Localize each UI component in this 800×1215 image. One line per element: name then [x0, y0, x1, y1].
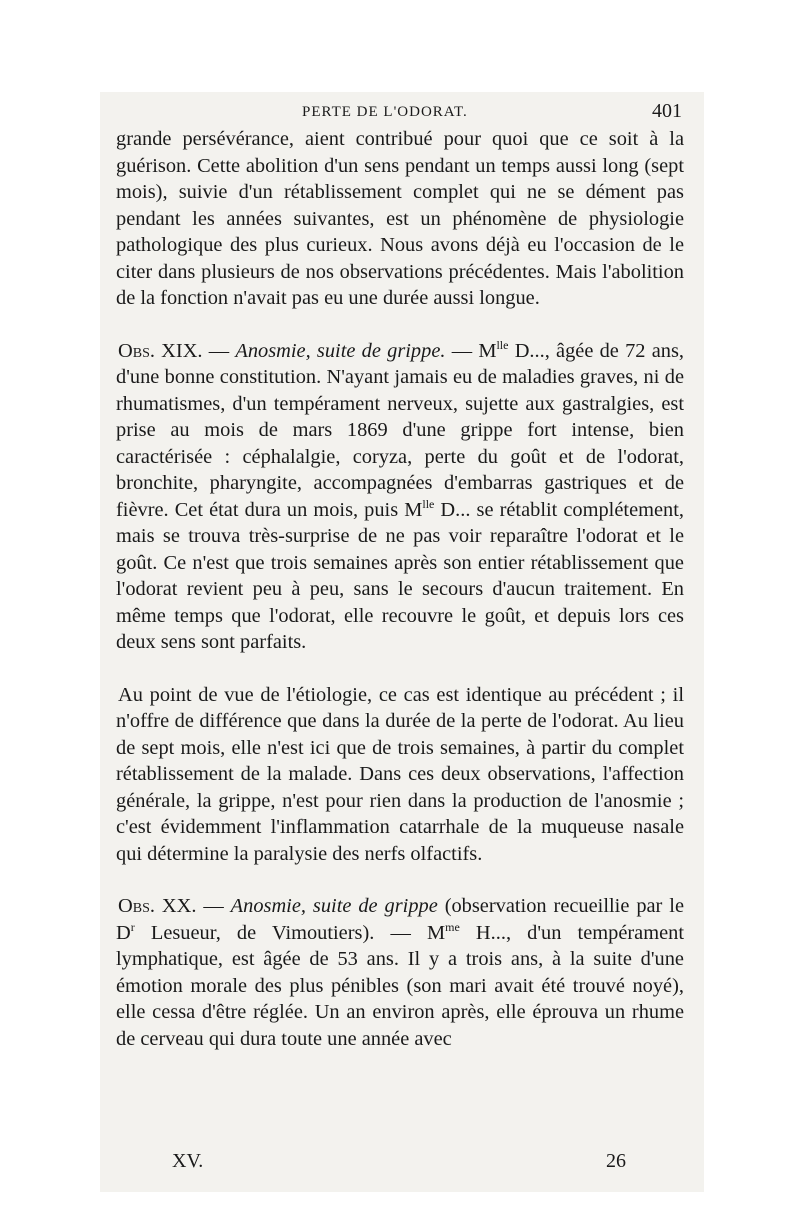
obs-19-label: Obs. XIX.	[118, 339, 203, 362]
obs-20-dash: —	[196, 895, 231, 917]
obs-19-sup: lle	[422, 496, 435, 511]
obs-19-dash: —	[202, 339, 236, 362]
obs-20-text: (observation recueillie par le D	[116, 895, 684, 944]
body-text	[116, 126, 684, 1052]
obs-19-text: D..., âgée de 72 ans, d'une bonne constitution. N'ayant jamais eu de maladies graves, ni de rhumatismes, d'un tempérament nerveux, sujette aux gastralgies, est prise au mois de mars 1869 d'une grippe fort intense, bien caractérisée : céphalalgie, coryza, perte du goût et de l'odorat, bronchite, pharyngite, accompagnées d'embarras gastriques et de fièvre. Cet état dura un mois, puis M	[116, 339, 684, 521]
obs-20-text: H..., d'un tempérament lymphatique, est âgée de 53 ans. Il y a trois ans, à la suite d'une émotion morale des plus pénibles (son mari avait été trouvé noyé), elle cessa d'être réglée. Un an environ après, elle éprouva un rhume de cerveau qui dura toute une année avec	[116, 921, 684, 1050]
obs-20-text: Lesueur, de Vimoutiers). — M	[134, 921, 446, 944]
obs-20-sup: r	[130, 919, 135, 934]
page-footer	[172, 1150, 626, 1180]
sheet-number: 26	[606, 1150, 626, 1172]
obs-20-title: Anosmie, suite de grippe	[230, 895, 438, 917]
page-number: 401	[652, 100, 682, 122]
paragraph-etiology: Au point de vue de l'étiologie, ce cas est identique au précédent ; il n'offre de différence que dans la durée de la perte de l'odorat. Au lieu de sept mois, elle n'est ici que de trois semaines, à partir du complet rétablissement de la malade. Dans ces deux observations, l'affection générale, la grippe, n'est pour rien dans la production de l'anosmie ; c'est évidemment l'inflammation catarrhale de la muqueuse nasale qui détermine la paralysie des nerfs olfactifs.	[116, 683, 684, 865]
observation-19	[116, 338, 684, 656]
paragraph-continuation: grande persévérance, aient contribué pour quoi que ce soit à la guérison. Cette abolition d'un sens pendant un temps aussi long (sept mois), suivie d'un rétablissement complet qui ne se dément pas pendant les années suivantes, est un phénomène de physiologie pathologique des plus curieux. Nous avons déjà eu l'occasion de le citer dans plusieurs de nos observations précédentes. Mais l'abolition de la fonction n'avait pas eu une durée aussi longue.	[116, 128, 684, 309]
obs-19-text: M	[478, 339, 497, 362]
running-title: PERTE DE L'ODORAT.	[302, 104, 468, 120]
obs-19-sup: lle	[496, 337, 509, 352]
observation-20	[116, 893, 684, 1052]
obs-19-title: Anosmie, suite de grippe.	[235, 339, 446, 362]
obs-19-text: D... se rétablit complétement, mais se trouva très-surprise de ne pas voir reparaître l'odorat et le goût. Ce n'est que trois semaines après son entier rétablissement que l'odorat revient peu à peu, sans le secours d'aucun traitement. En même temps que l'odorat, elle recouvre le goût, et depuis lors ces deux sens sont parfaits.	[116, 498, 684, 653]
obs-20-label: Obs. XX.	[118, 895, 197, 917]
signature-mark: XV.	[172, 1150, 204, 1172]
obs-20-sup: me	[445, 919, 460, 934]
page-header	[116, 100, 682, 126]
obs-19-dash-2: —	[445, 339, 479, 362]
